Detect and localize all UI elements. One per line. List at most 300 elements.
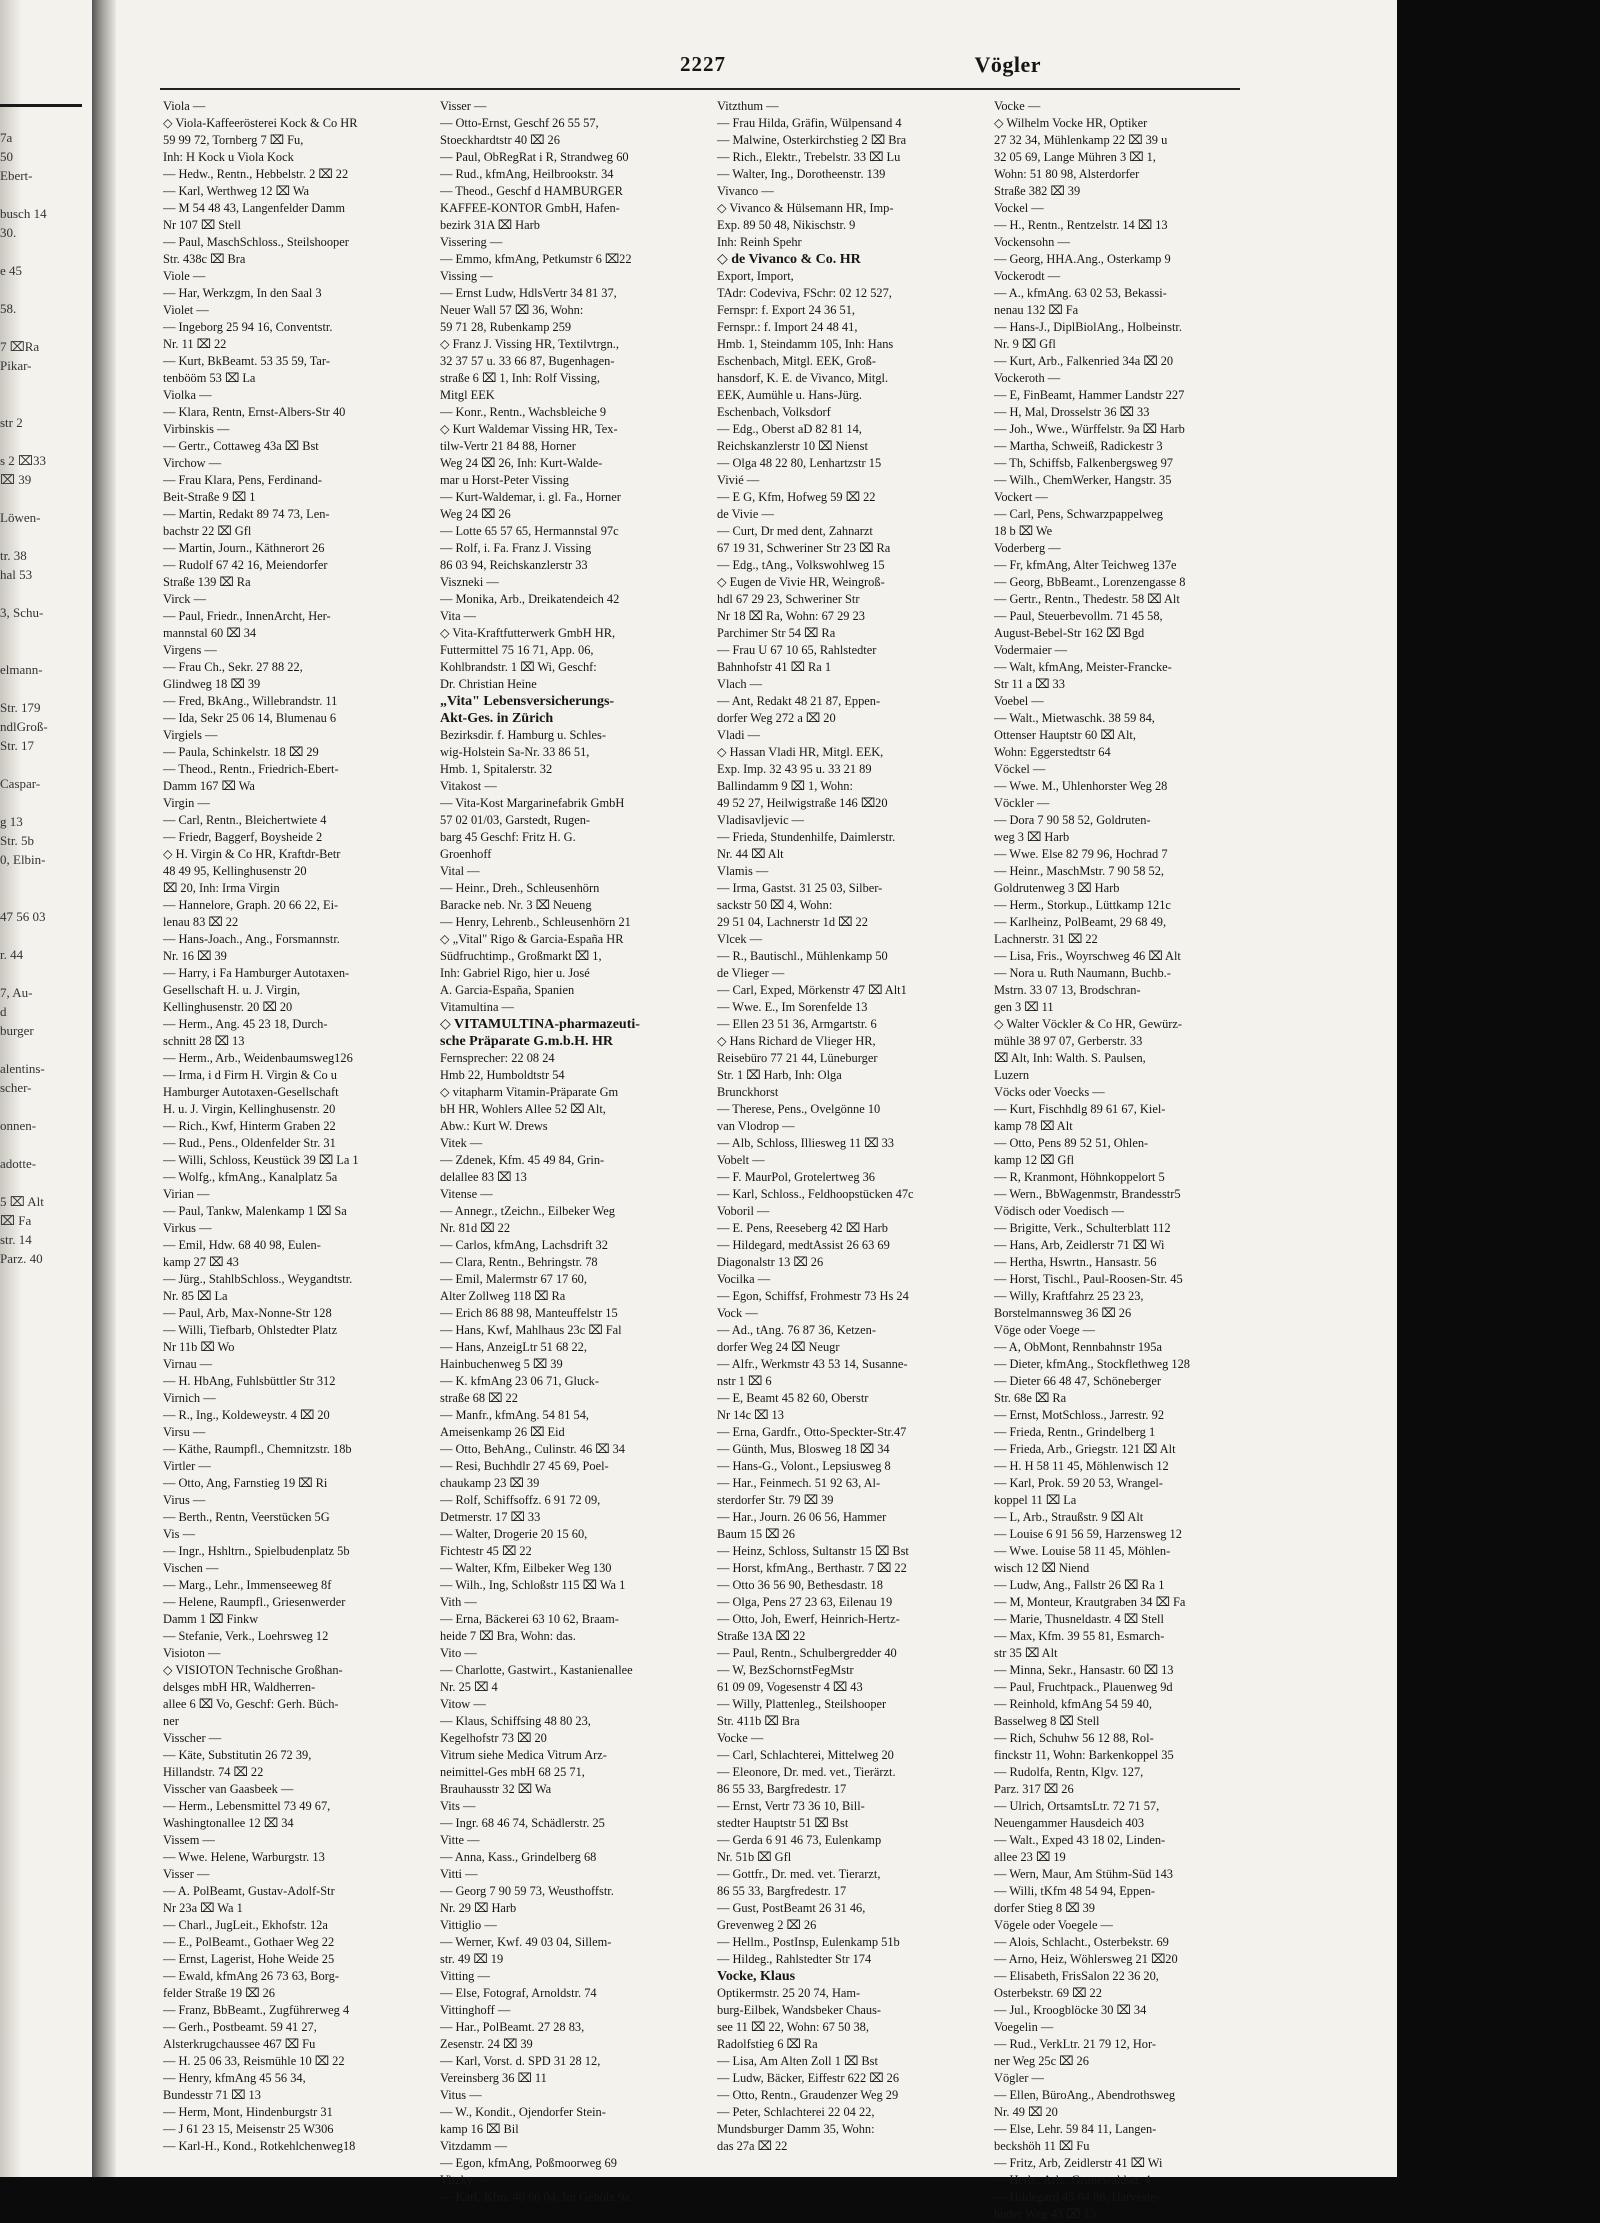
directory-entry: — Charl., JugLeit., Ekhofstr. 12a: [163, 1918, 328, 1932]
surname-heading: Vlcek —: [717, 932, 763, 946]
directory-entry: hdl 67 29 23, Schweriner Str: [717, 592, 860, 606]
directory-entry: — Marg., Lehr., Immenseeweg 8f: [163, 1578, 332, 1592]
surname-heading: Vitting —: [440, 1969, 490, 1983]
previous-page-fragment: [0, 527, 48, 546]
directory-entry: — Ernst, Vertr 73 36 10, Bill-: [717, 1799, 865, 1813]
surname-heading: Vobelt —: [717, 1153, 765, 1167]
directory-entry: Futtermittel 75 16 71, App. 06,: [440, 643, 594, 657]
directory-entry: ◇ Walter Vöckler & Co HR, Gewürz-: [994, 1017, 1183, 1031]
previous-page-fragment: [0, 622, 48, 641]
directory-entry: — Dieter, kfmAng., Stockflethweg 128: [994, 1357, 1190, 1371]
directory-entry: — H, Mal, Drosselstr 36 ⌧ 33: [994, 405, 1150, 419]
directory-entry: — Paul, Rentn., Schulbergredder 40: [717, 1646, 897, 1660]
directory-entry: — Edg., Oberst aD 82 81 14,: [717, 422, 862, 436]
directory-entry: mar u Horst-Peter Vissing: [440, 473, 569, 487]
previous-page-fragment: ⌧ 39: [0, 472, 32, 487]
directory-entry: — R, Kranmont, Höhnkoppelort 5: [994, 1170, 1165, 1184]
directory-entry: finckstr 11, Wohn: Barkenkoppel 35: [994, 1748, 1174, 1762]
previous-page-fragment: ⌧ Fa: [0, 1213, 32, 1228]
directory-entry: ◇ Kurt Waldemar Vissing HR, Tex-: [440, 422, 618, 436]
directory-entry: 48 49 95, Kellinghusenstr 20: [163, 864, 307, 878]
directory-entry: — Hans, Kwf, Mahlhaus 23c ⌧ Fal: [440, 1323, 622, 1337]
directory-entry: Str. 438c ⌧ Bra: [163, 252, 246, 266]
previous-page-fragment: [0, 641, 48, 660]
directory-entry: — H. HbAng, Fuhlsbüttler Str 312: [163, 1374, 336, 1388]
previous-page-fragment: [0, 1097, 48, 1116]
previous-page-fragment: adotte-: [0, 1156, 37, 1171]
directory-entry: — Ellen, BüroAng., Abendrothsweg: [994, 2088, 1176, 2102]
directory-entry: Goldrutenweg 3 ⌧ Harb: [994, 881, 1120, 895]
directory-entry: Weg 24 ⌧ 26, Inh: Kurt-Walde-: [440, 456, 603, 470]
surname-heading: van Vlodrop —: [717, 1119, 795, 1133]
directory-entry: — Herb., Arb., Grunewaldstr. 4: [994, 2173, 1151, 2187]
directory-entry: — Paul, Tankw, Malenkamp 1 ⌧ Sa: [163, 1204, 347, 1218]
surname-heading: Virian —: [163, 1187, 210, 1201]
directory-entry: — Frau U 67 10 65, Rahlstedter: [717, 643, 877, 657]
directory-entry: — Hildegard, medtAssist 26 63 69: [717, 1238, 890, 1252]
surname-heading: Virkus —: [163, 1221, 212, 1235]
surname-heading: Vöge oder Voege —: [994, 1323, 1096, 1337]
directory-entry: — Wwe. E., Im Sorenfelde 13: [717, 1000, 868, 1014]
previous-page-fragment: [0, 375, 48, 394]
surname-heading: Vlamis —: [717, 864, 769, 878]
directory-entry: dorfer Stieg 8 ⌧ 39: [994, 1901, 1095, 1915]
surname-heading: Vitow —: [440, 1697, 486, 1711]
directory-entry: Damm 167 ⌧ Wa: [163, 779, 255, 793]
directory-entry: Akt-Ges. in Zürich: [440, 711, 554, 726]
directory-entry: August-Bebel-Str 162 ⌧ Bgd: [994, 626, 1145, 640]
directory-entry: Osterbekstr. 69 ⌧ 22: [994, 1986, 1102, 2000]
previous-page-fragment: [0, 1040, 48, 1059]
directory-entry: — Willi, Schloss, Keustück 39 ⌧ La 1: [163, 1153, 359, 1167]
directory-entry: — Horst, kfmAng., Berthastr. 7 ⌧ 22: [717, 1561, 907, 1575]
directory-entry: ◇ H. Virgin & Co HR, Kraftdr-Betr: [163, 847, 341, 861]
directory-entry: — Gertr., Cottaweg 43a ⌧ Bst: [163, 439, 319, 453]
directory-entry: — Anna, Kass., Grindelberg 68: [440, 1850, 597, 1864]
surname-heading: Vital —: [440, 864, 480, 878]
directory-entry: ◇ „Vital" Rigo & Garcia-España HR: [440, 932, 624, 946]
directory-entry: — Frau Ch., Sekr. 27 88 22,: [163, 660, 303, 674]
previous-page-fragment: Str. 5b: [0, 833, 34, 848]
directory-entry: 86 55 33, Bargfredestr. 17: [717, 1782, 847, 1796]
directory-entry: — Friedr, Baggerf, Boysheide 2: [163, 830, 323, 844]
directory-entry: — Georg, HHA.Ang., Osterkamp 9: [994, 252, 1171, 266]
directory-entry: — Egon, kfmAng, Poßmoorweg 69: [440, 2156, 617, 2170]
directory-entry: — Herm., Lebensmittel 73 49 67,: [163, 1799, 331, 1813]
directory-entry: — Irma, i d Firm H. Virgin & Co u: [163, 1068, 337, 1082]
directory-entry: — Henry, kfmAng 45 56 34,: [163, 2071, 306, 2085]
directory-entry: — A., kfmAng. 63 02 53, Bekassi-: [994, 286, 1167, 300]
directory-entry: Lachnerstr. 31 ⌧ 22: [994, 932, 1098, 946]
directory-entry: — Wwe. M., Uhlenhorster Weg 28: [994, 779, 1168, 793]
previous-page-fragment: Ebert-: [0, 168, 33, 183]
directory-entry: — Zdenek, Kfm. 45 49 84, Grin-: [440, 1153, 605, 1167]
surname-heading: Visser —: [163, 1867, 210, 1881]
directory-entry: — Wwe. Louise 58 11 45, Möhlen-: [994, 1544, 1171, 1558]
directory-entry: — Fr, kfmAng, Alter Teichweg 137e: [994, 558, 1177, 572]
surname-heading: Visscher van Gaasbeek —: [163, 1782, 294, 1796]
previous-page-fragment: [0, 888, 48, 907]
directory-entry: — Walt., Mietwaschk. 38 59 84,: [994, 711, 1155, 725]
directory-entry: Hainbuchenweg 5 ⌧ 39: [440, 1357, 563, 1371]
directory-entry: Borstelmannsweg 36 ⌧ 26: [994, 1306, 1132, 1320]
directory-entry: — Georg 7 90 59 73, Weusthoffstr.: [440, 1884, 614, 1898]
directory-entry: neimittel-Ges mbH 68 25 71,: [440, 1765, 585, 1779]
directory-entry: 49 52 27, Heilwigstraße 146 ⌧20: [717, 796, 888, 810]
directory-entry: 61 09 09, Vogesenstr 4 ⌧ 43: [717, 1680, 863, 1694]
previous-page-fragment: 7, Au-: [0, 985, 33, 1000]
previous-page-fragment: [0, 318, 48, 337]
surname-heading: Voderberg —: [994, 541, 1061, 555]
directory-entry: — Alfr., Werkmstr 43 53 14, Susanne-: [717, 1357, 908, 1371]
directory-entry: — Käthe, Raumpfl., Chemnitzstr. 18b: [163, 1442, 352, 1456]
previous-page-fragment: 47 56 03: [0, 909, 46, 924]
directory-entry: — Arno, Heiz, Wöhlersweg 21 ⌧20: [994, 1952, 1178, 1966]
directory-entry: — Ingeborg 25 94 16, Conventstr.: [163, 320, 333, 334]
directory-entry: — Käte, Substitutin 26 72 39,: [163, 1748, 312, 1762]
directory-entry: — Louise 6 91 56 59, Harzensweg 12: [994, 1527, 1182, 1541]
directory-entry: ◇ VISIOTON Technische Großhan-: [163, 1663, 343, 1677]
directory-entry: — Annegr., tZeichn., Eilbeker Weg: [440, 1204, 615, 1218]
directory-entry: Nr 11b ⌧ Wo: [163, 1340, 235, 1354]
directory-entry: mannstal 60 ⌧ 34: [163, 626, 257, 640]
directory-entry: — Willy, Kraftfahrz 25 23 23,: [994, 1289, 1144, 1303]
directory-entry: — Ant, Redakt 48 21 87, Eppen-: [717, 694, 881, 708]
previous-page-fragment: str 2: [0, 415, 23, 430]
directory-entry: — Ernst Ludw, HdlsVertr 34 81 37,: [440, 286, 617, 300]
directory-entry: KAFFEE-KONTOR GmbH, Hafen-: [440, 201, 620, 215]
directory-entry: Nr. 11 ⌧ 22: [163, 337, 227, 351]
previous-page-fragments: [0, 128, 48, 1268]
directory-entry: — Ad., tAng. 76 87 36, Ketzen-: [717, 1323, 876, 1337]
previous-page-fragment: 3, Schu-: [0, 605, 44, 620]
surname-heading: Virsu —: [163, 1425, 206, 1439]
directory-entry: ◇ Eugen de Vivie HR, Weingroß-: [717, 575, 885, 589]
directory-entry: Mstrn. 33 07 13, Brodschran-: [994, 983, 1141, 997]
directory-entry: ◇ Wilhelm Vocke HR, Optiker: [994, 116, 1148, 130]
directory-entry: ⌧ 20, Inh: Irma Virgin: [163, 881, 280, 895]
directory-entry: — Monika, Arb., Dreikatendeich 42: [440, 592, 620, 606]
directory-entry: — Kurt, Fischhdlg 89 61 67, Kiel-: [994, 1102, 1166, 1116]
directory-entry: — Otto, Pens 89 52 51, Ohlen-: [994, 1136, 1149, 1150]
directory-entry: — Nora u. Ruth Naumann, Buchb.-: [994, 966, 1171, 980]
surname-heading: Viole —: [163, 269, 206, 283]
surname-heading: Violet —: [163, 303, 209, 317]
directory-entry: — Georg, BbBeamt., Lorenzengasse 8: [994, 575, 1186, 589]
directory-entry: — Hans, AnzeigLtr 51 68 22,: [440, 1340, 587, 1354]
surname-heading: Vissing —: [440, 269, 493, 283]
directory-entry: — H., Rentn., Rentzelstr. 14 ⌧ 13: [994, 218, 1168, 232]
surname-heading: Vockerodt —: [994, 269, 1061, 283]
surname-heading: Voegelin —: [994, 2020, 1054, 2034]
directory-entry: Vitrum siehe Medica Vitrum Arz-: [440, 1748, 607, 1762]
directory-entry: chaukamp 23 ⌧ 39: [440, 1476, 540, 1490]
previous-page-fragment: [0, 793, 48, 812]
directory-entry: — Harry, i Fa Hamburger Autotaxen-: [163, 966, 350, 980]
directory-entry: Nr. 51b ⌧ Gfl: [717, 1850, 792, 1864]
surname-heading: Vockel —: [994, 201, 1044, 215]
directory-entry: — W., Kondit., Ojendorfer Stein-: [440, 2105, 606, 2119]
directory-entry: — Hellm., PostInsp, Eulenkamp 51b: [717, 1935, 900, 1949]
directory-entry: 32 37 57 u. 33 66 87, Bugenhagen-: [440, 354, 615, 368]
directory-entry: lenau 83 ⌧ 22: [163, 915, 239, 929]
directory-entry: — Ludw, Bäcker, Eiffestr 622 ⌧ 26: [717, 2071, 900, 2085]
directory-entry: — Herm., Storkup., Lüttkamp 121c: [994, 898, 1171, 912]
previous-page-fragment: [0, 394, 48, 413]
surname-heading: Viszneki —: [440, 575, 499, 589]
directory-entry: — Willy, Plattenleg., Steilshooper: [717, 1697, 887, 1711]
book-gutter: [92, 0, 116, 2177]
surname-heading: de Vivie —: [717, 507, 774, 521]
directory-entry: — Willi, Tiefbarb, Ohlstedter Platz: [163, 1323, 338, 1337]
directory-entry: Dr. Christian Heine: [440, 677, 537, 691]
surname-heading: Virgiels —: [163, 728, 218, 742]
directory-entry: ⌧ Alt, Inh: Walth. S. Paulsen,: [994, 1051, 1146, 1065]
previous-page-fragment: Löwen-: [0, 510, 41, 525]
directory-entry: Fichtestr 45 ⌧ 22: [440, 1544, 532, 1558]
directory-entry: — Horst, Tischl., Paul-Roosen-Str. 45: [994, 1272, 1183, 1286]
previous-page-fragment: 7 ⌧Ra: [0, 339, 40, 354]
directory-entry: 59 71 28, Rubenkamp 259: [440, 320, 572, 334]
previous-page-fragment: Caspar-: [0, 776, 41, 791]
directory-entry: — Hedw., Rentn., Hebbelstr. 2 ⌧ 22: [163, 167, 349, 181]
directory-entry: Nr. 44 ⌧ Alt: [717, 847, 784, 861]
directory-entry: — Franz, BbBeamt., Zugführerweg 4: [163, 2003, 350, 2017]
directory-entry: Eschenbach, Volksdorf: [717, 405, 831, 419]
previous-page-fragment: Pikar-: [0, 358, 32, 373]
directory-entry: — Karl, Schloss., Feldhoopstücken 47c: [717, 1187, 914, 1201]
directory-entry: Kellinghusenstr. 20 ⌧ 20: [163, 1000, 293, 1014]
directory-entry: — Vita-Kost Margarinefabrik GmbH: [440, 796, 625, 810]
directory-entry: — Werner, Kwf. 49 03 04, Sillem-: [440, 1935, 612, 1949]
directory-entry: — Erich 86 88 98, Manteuffelstr 15: [440, 1306, 618, 1320]
directory-entry: — Walter, Kfm, Eilbeker Weg 130: [440, 1561, 612, 1575]
header-rule: [160, 88, 1240, 90]
previous-page-fragment: [0, 1173, 48, 1192]
previous-page-fragment: [0, 280, 48, 299]
directory-entry: gen 3 ⌧ 11: [994, 1000, 1054, 1014]
directory-entry: beckshöh 11 ⌧ Fu: [994, 2139, 1090, 2153]
directory-entry: — M, Monteur, Krautgraben 34 ⌧ Fa: [994, 1595, 1186, 1609]
directory-entry: — Hans-G., Volont., Lepsiusweg 8: [717, 1459, 891, 1473]
surname-heading: Vlach —: [717, 677, 763, 691]
directory-entry: stedter Hauptstr 51 ⌧ Bst: [717, 1816, 849, 1830]
directory-entry: — Stefanie, Verk., Loehrsweg 12: [163, 1629, 329, 1643]
directory-entry: ◇ vitapharm Vitamin-Präparate Gm: [440, 1085, 619, 1099]
surname-heading: Vivanco —: [717, 184, 774, 198]
directory-entry: — Reinhold, kfmAng 54 59 40,: [994, 1697, 1152, 1711]
directory-entry: Fernspr: f. Export 24 36 51,: [717, 303, 856, 317]
directory-entry: — Paula, Schinkelstr. 18 ⌧ 29: [163, 745, 319, 759]
previous-page-fragment: burger: [0, 1023, 34, 1038]
directory-entry: — Frau Klara, Pens, Ferdinand-: [163, 473, 322, 487]
directory-entry: — Gertr., Rentn., Thedestr. 58 ⌧ Alt: [994, 592, 1180, 606]
directory-entry: Zesenstr. 24 ⌧ 39: [440, 2037, 533, 2051]
directory-entry: — Fred, BkAng., Willebrandstr. 11: [163, 694, 338, 708]
directory-entry: — Erna, Bäckerei 63 10 62, Braam-: [440, 1612, 619, 1626]
previous-page-fragment: [0, 964, 48, 983]
directory-entry: Reisebüro 77 21 44, Lüneburger: [717, 1051, 878, 1065]
page-number: 2227: [680, 52, 726, 76]
directory-entry: — Carl, Pens, Schwarzpappelweg: [994, 507, 1163, 521]
directory-entry: schnitt 28 ⌧ 13: [163, 1034, 245, 1048]
directory-entry: — Th, Schiffsb, Falkenbergsweg 97: [994, 456, 1173, 470]
directory-entry: — Frieda, Rentn., Grindelberg 1: [994, 1425, 1156, 1439]
running-head: Vögler: [974, 52, 1041, 77]
previous-page-fragment: [0, 185, 48, 204]
directory-entry: wisch 12 ⌧ Niend: [994, 1561, 1090, 1575]
surname-heading: Violka —: [163, 388, 212, 402]
surname-heading: Virgin —: [163, 796, 210, 810]
directory-entry: — Erna, Gardfr., Otto-Speckter-Str.47: [717, 1425, 907, 1439]
directory-entry: EEK, Aumühle u. Hans-Jürg.: [717, 388, 863, 402]
previous-page-fragment: elmann-: [0, 662, 43, 677]
surname-heading: Vocke —: [994, 99, 1041, 113]
directory-entry: tenbööm 53 ⌧ La: [163, 371, 256, 385]
directory-entry: — Ellen 23 51 36, Armgartstr. 6: [717, 1017, 877, 1031]
directory-entry: sterdorfer Str. 79 ⌧ 39: [717, 1493, 834, 1507]
directory-entry: — J 61 23 15, Meisenstr 25 W306: [163, 2122, 334, 2136]
surname-heading: Vits —: [440, 1799, 476, 1813]
directory-entry: — Kurt, Arb., Falkenried 34a ⌧ 20: [994, 354, 1174, 368]
surname-heading: Vitek —: [440, 1136, 483, 1150]
previous-page-fragment: [0, 432, 48, 451]
directory-entry: Str 11 a ⌧ 33: [994, 677, 1065, 691]
directory-entry: — Herm., Ang. 45 23 18, Durch-: [163, 1017, 328, 1031]
column-1: [163, 98, 433, 2155]
surname-heading: Vock —: [717, 1306, 758, 1320]
directory-entry: Nr 23a ⌧ Wa 1: [163, 1901, 243, 1915]
directory-entry: — Carlos, kfmAng, Lachsdrift 32: [440, 1238, 608, 1252]
directory-entry: Abw.: Kurt W. Drews: [440, 1119, 548, 1133]
directory-entry: 29 51 04, Lachnerstr 1d ⌧ 22: [717, 915, 868, 929]
directory-entry: delallee 83 ⌧ 13: [440, 1170, 527, 1184]
directory-entry: bH HR, Wohlers Allee 52 ⌧ Alt,: [440, 1102, 606, 1116]
directory-entry: — Rolf, Schiffsoffz. 6 91 72 09,: [440, 1493, 601, 1507]
directory-entry: Hmb 22, Humboldtstr 54: [440, 1068, 565, 1082]
directory-entry: — Wilh., Ing, Schloßstr 115 ⌧ Wa 1: [440, 1578, 626, 1592]
directory-entry: ◇ Vivanco & Hülsemann HR, Imp-: [717, 201, 894, 215]
directory-entry: kamp 78 ⌧ Alt: [994, 1119, 1073, 1133]
directory-entry: — Frieda, Arb., Griegstr. 121 ⌧ Alt: [994, 1442, 1176, 1456]
directory-entry: Ottenser Hauptstr 60 ⌧ Alt,: [994, 728, 1136, 742]
directory-entry: — Paul, Steuerbevollm. 71 45 58,: [994, 609, 1163, 623]
directory-entry: Straße 139 ⌧ Ra: [163, 575, 251, 589]
surname-heading: Vissem —: [163, 1833, 215, 1847]
directory-entry: — Else, Fotograf, Arnoldstr. 74: [440, 1986, 597, 2000]
directory-entry: — H. H 58 11 45, Möhlenwisch 12: [994, 1459, 1169, 1473]
directory-entry: — Gust, PostBeamt 26 31 46,: [717, 1901, 866, 1915]
directory-entry: — Har, Werkzgm, In den Saal 3: [163, 286, 322, 300]
directory-entry: ◇ Viola-Kaffeerösterei Kock & Co HR: [163, 116, 358, 130]
directory-entry: — Carl, Schlachterei, Mittelweg 20: [717, 1748, 894, 1762]
directory-entry: — Ludw, Ang., Fallstr 26 ⌧ Ra 1: [994, 1578, 1165, 1592]
directory-entry: — Hildegard 45 04 88, Harveste-: [994, 2190, 1160, 2204]
directory-entry: — Herm, Mont, Hindenburgstr 31: [163, 2105, 333, 2119]
directory-entry: bezirk 31A ⌧ Harb: [440, 218, 540, 232]
directory-entry: — Karl, Kfm. 40 66 04, Im Gehölz 9a: [440, 2190, 630, 2204]
directory-entry: Nr 18 ⌧ Ra, Wohn: 67 29 23: [717, 609, 865, 623]
directory-entry: Hillandstr. 74 ⌧ 22: [163, 1765, 264, 1779]
directory-entry: — Peter, Schlachterei 22 04 22,: [717, 2105, 875, 2119]
surname-heading: Vladisavljevic —: [717, 813, 805, 827]
directory-entry: — Max, Kfm. 39 55 81, Esmarch-: [994, 1629, 1165, 1643]
previous-page-fragment: [0, 926, 48, 945]
directory-entry: — Irma, Gastst. 31 25 03, Silber-: [717, 881, 883, 895]
directory-entry: Inh: Gabriel Rigo, hier u. José: [440, 966, 590, 980]
directory-entry: Parz. 317 ⌧ 26: [994, 1782, 1074, 1796]
directory-entry: Parchimer Str 54 ⌧ Ra: [717, 626, 836, 640]
directory-entry: — Rich, Schuhw 56 12 88, Rol-: [994, 1731, 1154, 1745]
surname-heading: Vittinghoff —: [440, 2003, 511, 2017]
directory-entry: — Frieda, Stundenhilfe, Daimlerstr.: [717, 830, 896, 844]
surname-heading: Virchow —: [163, 456, 222, 470]
directory-entry: — Günth, Mus, Blosweg 18 ⌧ 34: [717, 1442, 890, 1456]
directory-entry: — E G, Kfm, Hofweg 59 ⌧ 22: [717, 490, 876, 504]
directory-entry: Fernsprecher: 22 08 24: [440, 1051, 555, 1065]
directory-entry: — Rudolfa, Rentn, Klgv. 127,: [994, 1765, 1144, 1779]
directory-entry: Damm 1 ⌧ Finkw: [163, 1612, 259, 1626]
directory-entry: felder Straße 19 ⌧ 26: [163, 1986, 275, 2000]
directory-entry: — Rich., Kwf, Hinterm Graben 22: [163, 1119, 336, 1133]
directory-entry: Hmb. 1, Steindamm 105, Inh: Hans: [717, 337, 894, 351]
directory-entry: H. u. J. Virgin, Kellinghusenstr. 20: [163, 1102, 336, 1116]
surname-heading: Vitense —: [440, 1187, 493, 1201]
previous-page-fragment: [0, 1135, 48, 1154]
directory-entry: — Karl, Prok. 59 20 53, Wrangel-: [994, 1476, 1163, 1490]
directory-entry: — Hannelore, Graph. 20 66 22, Ei-: [163, 898, 339, 912]
directory-entry: „Vita" Lebensversicherungs-: [440, 694, 615, 709]
directory-entry: — Joh., Wwe., Würffelstr. 9a ⌧ Harb: [994, 422, 1185, 436]
directory-entry: — Emmo, kfmAng, Petkumstr 6 ⌧22: [440, 252, 632, 266]
directory-entry: — Marie, Thusneldastr. 4 ⌧ Stell: [994, 1612, 1164, 1626]
directory-entry: — Theod., Rentn., Friedrich-Ebert-: [163, 762, 339, 776]
directory-entry: — Rud., kfmAng, Heilbrookstr. 34: [440, 167, 614, 181]
previous-page-fragment: alentins-: [0, 1061, 45, 1076]
directory-entry: Nr. 29 ⌧ Harb: [440, 1901, 517, 1915]
directory-entry: — Otto, Joh, Ewerf, Heinrich-Hertz-: [717, 1612, 900, 1626]
surname-heading: Visser —: [440, 99, 487, 113]
directory-entry: — Walt, kfmAng, Meister-Francke-: [994, 660, 1172, 674]
directory-entry: — Otto-Ernst, Geschf 26 55 57,: [440, 116, 599, 130]
directory-entry: Nr. 25 ⌧ 4: [440, 1680, 498, 1694]
surname-heading: Vöcks oder Voecks —: [994, 1085, 1105, 1099]
surname-heading: Vockeroth —: [994, 371, 1061, 385]
directory-entry: ◇ de Vivanco & Co. HR: [717, 252, 861, 267]
directory-entry: Wohn: 51 80 98, Alsterdorfer: [994, 167, 1140, 181]
directory-entry: — Wern, Maur, Am Stühm-Süd 143: [994, 1867, 1173, 1881]
directory-entry: — Klaus, Schiffsing 48 80 23,: [440, 1714, 591, 1728]
directory-entry: — Otto, Rentn., Graudenzer Weg 29: [717, 2088, 899, 2102]
directory-entry: — Walt., Exped 43 18 02, Linden-: [994, 1833, 1166, 1847]
previous-page-rule: [0, 104, 82, 107]
directory-entry: — Konr., Rentn., Wachsbleiche 9: [440, 405, 607, 419]
directory-entry: — Dora 7 90 58 52, Goldruten-: [994, 813, 1151, 827]
surname-heading: Vitzdamm —: [440, 2139, 508, 2153]
previous-page-fragment: [0, 755, 48, 774]
directory-entry: — Otto, Ang, Farnstieg 19 ⌧ Ri: [163, 1476, 328, 1490]
directory-entry: — Kurt-Waldemar, i. gl. Fa., Horner: [440, 490, 621, 504]
directory-entry: — Emil, Malermstr 67 17 60,: [440, 1272, 587, 1286]
directory-entry: koppel 11 ⌧ La: [994, 1493, 1077, 1507]
directory-entry: — Wilh., ChemWerker, Hangstr. 35: [994, 473, 1172, 487]
directory-entry: Bundesstr 71 ⌧ 13: [163, 2088, 261, 2102]
directory-entry: — Walter, Drogerie 20 15 60,: [440, 1527, 588, 1541]
directory-entry: Kohlbrandstr. 1 ⌧ Wi, Geschf:: [440, 660, 597, 674]
directory-entry: — Wern., BbWagenmstr, Brandesstr5: [994, 1187, 1181, 1201]
surname-heading: Vitakost —: [440, 779, 497, 793]
directory-entry: — Alois, Schlacht., Osterbekstr. 69: [994, 1935, 1169, 1949]
